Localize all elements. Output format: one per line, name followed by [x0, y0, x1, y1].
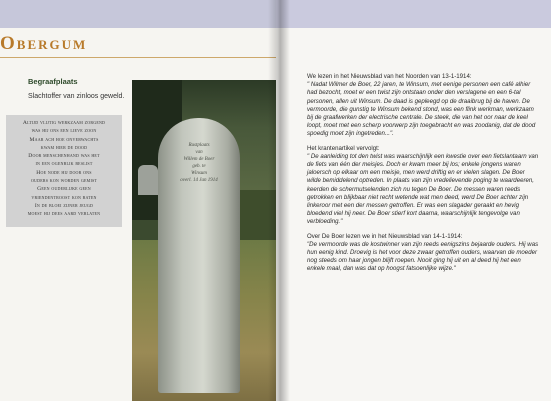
top-band-right	[276, 0, 551, 28]
inscription-line: Door menschenhand was het	[28, 153, 100, 160]
article-quote-2: " De aanleiding tot den twist was waarschijnlijk een kwestie over een fietslantaarn van de fiets van één der meisjes. Doch er kwam meer bij los; enkele jongens waren jaloersch op elkaar om een meisje, men werd driftig en er vielen slagen. De Boer wilde bemiddelend optreden. In plaats van zijn vredelievende poging te waardeeren, keerden de schermutselenden zich nu tegen De Boer. De messen waren reeds getrokken en blijkbaar niet recht wetende wat men deed, werd De Boer achter zijn linkeroor met een der messen getroffen. Er was een slagader geraakt en hevig bloedend viel hij neer. De Boer stierf kort daarna, waarschijnlijk tengevolge van verbloeding."	[307, 152, 539, 226]
article-quote-3: "De vermoorde was de kostwinner van zijn reeds eenigszins bejaarde ouders. Hij was hun eenig kind. Droevig is het voor deze zwaar getroffen ouders, waarvan de moeder nog steeds om haar jongen blijft roepen. Nooit ging hij uit en al deed hij het een enkele maal, dan was dat op hoogst fatsoenlijke wijze."	[307, 240, 539, 273]
inscription-line: Maar ach hoe onverwachts	[29, 136, 99, 143]
stone-line: overl. 14 Jan 1914	[180, 178, 218, 183]
article-lead-2: Het krantenartikel vervolgt:	[307, 144, 380, 152]
stone-line: Winsum	[191, 171, 207, 176]
inscription-line: moest hij dees aard verlaten	[27, 211, 101, 218]
stone-line: geb. te	[192, 164, 206, 169]
article-quote-1: " Nadat Wilmer de Boer, 22 jaren, te Winsum, met eenige personen een café alhier had bezocht, moet er een twist zijn ontstaan onder den verslagene en een 6-tal personen, allen uit Winsum. De daad is gepleegd op de draaibrug bij de haven. De vermoorde, die gunstig te Winsum bekend stond, was een flink werkman, werkzaam bij de graafwerken der electrische centrale. De steek, die van het oor naar de keel loopt, moet met een scherp voorwerp zijn toegebracht en was zoodanig, dat de dood spoedig moet zijn ingetreden...".	[307, 81, 536, 138]
inscription-line: was hij ons een lieve zoon	[31, 128, 97, 135]
inscription-line: In de bloei zijner jeugd	[34, 202, 94, 209]
inscription-line: kwam hier de dood	[40, 144, 88, 151]
caption-subtitle: Slachtoffer van zinloos geweld.	[28, 93, 125, 100]
stone-line: Willem de Boer	[183, 157, 215, 162]
inscription-line: Altijd vlijtig werkzaam zorgend	[22, 120, 106, 126]
article-text	[307, 73, 539, 274]
top-band-left	[0, 0, 276, 28]
stone-line: van	[195, 150, 203, 155]
page-gutter	[268, 0, 290, 401]
stone-line: Rustplaats	[188, 143, 210, 148]
page-title: Obergum	[0, 33, 88, 54]
inscription-line: ouders kon worden gemist	[30, 178, 98, 185]
article-intro: We lezen in het Nieuwsblad van het Noorden van 13-1-1914:	[307, 73, 472, 80]
inscription-line: Hoe node hij door ons	[36, 169, 92, 176]
gravestone-text	[168, 142, 230, 184]
inscription-box	[6, 115, 122, 227]
caption-heading: Begraafplaats	[28, 77, 78, 86]
photo-small-stone	[138, 165, 158, 195]
inscription-line: Geen ouderlijke geen	[37, 186, 91, 193]
inscription-line: vriendentroost kon baten	[31, 194, 97, 201]
inscription-line: in een ogenblik beslist	[35, 161, 93, 168]
article-lead-3: Over De Boer lezen we in het Nieuwsblad van 14-1-1914:	[307, 232, 463, 240]
gravestone-photo	[132, 80, 276, 401]
title-rule	[0, 57, 276, 58]
